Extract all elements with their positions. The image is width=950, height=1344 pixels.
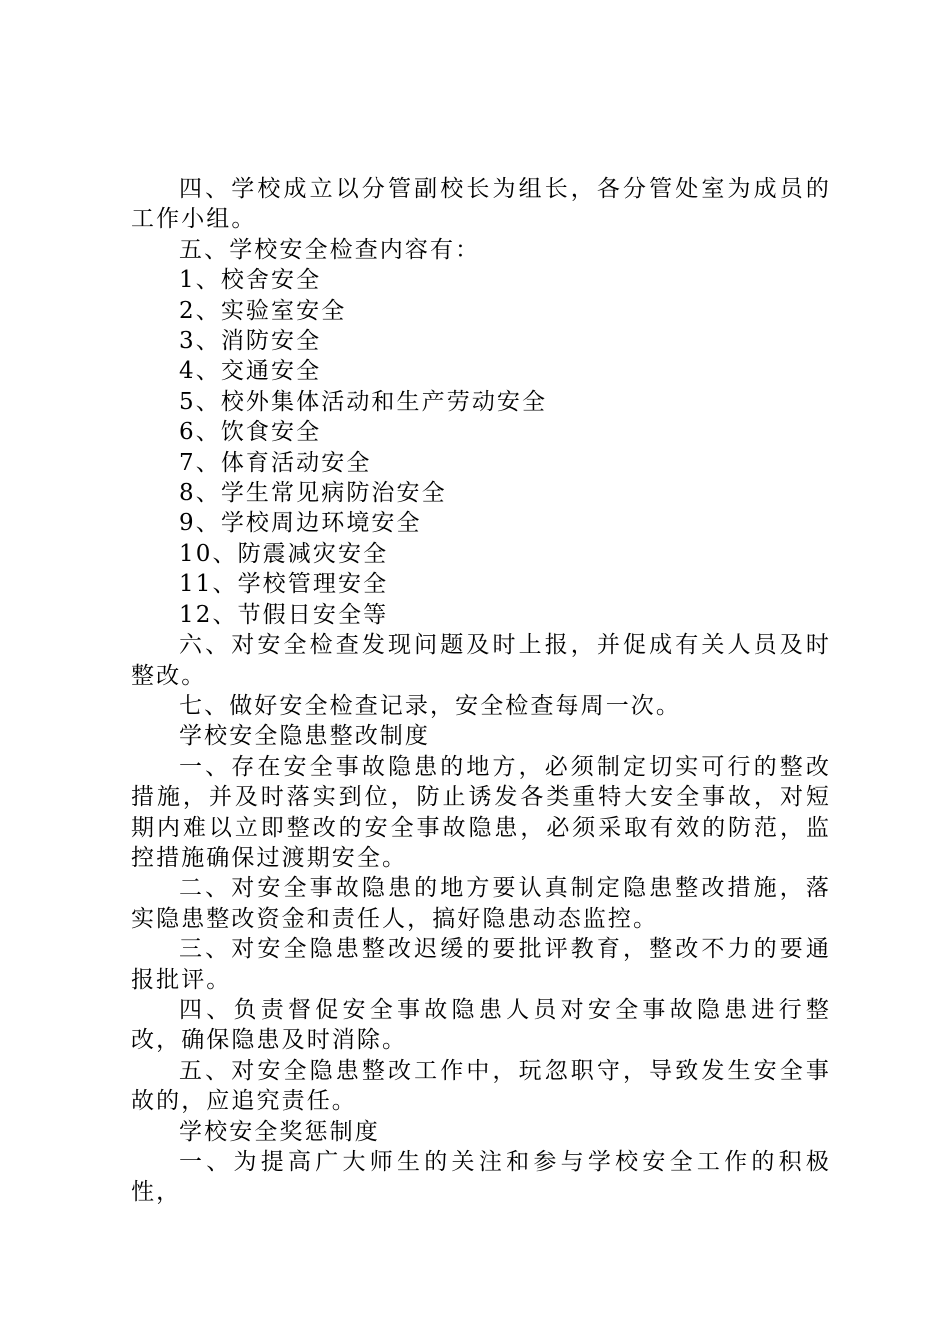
paragraph: 五、对安全隐患整改工作中，玩忽职守，导致发生安全事故的，应追究责任。 [131, 1057, 831, 1115]
list-item: 5、校外集体活动和生产劳动安全 [179, 388, 548, 415]
section-heading: 学校安全奖惩制度 [179, 1118, 380, 1145]
paragraph: 二、对安全事故隐患的地方要认真制定隐患整改措施，落实隐患整改资金和责任人，搞好隐患动态监控。 [131, 875, 831, 932]
paragraph: 四、负责督促安全事故隐患人员对安全事故隐患进行整改，确保隐患及时消除。 [131, 996, 831, 1054]
paragraph: 三、对安全隐患整改迟缓的要批评教育，整改不力的要通报批评。 [131, 936, 831, 993]
list-item: 6、饮食安全 [179, 419, 322, 446]
list-item: 10、防震减灾安全 [179, 540, 389, 567]
paragraph: 一、存在安全事故隐患的地方，必须制定切实可行的整改措施，并及时落实到位，防止诱发各类重特大安全事故，对短期内难以立即整改的安全事故隐患，必须采取有效的防范，监控措施确保过渡期安全。 [131, 753, 831, 871]
list-item: 7、体育活动安全 [179, 449, 372, 476]
paragraph: 一、为提高广大师生的关注和参与学校安全工作的积极性， [131, 1149, 831, 1206]
list-item: 12、节假日安全等 [179, 601, 389, 628]
section-heading: 学校安全隐患整改制度 [179, 723, 430, 750]
list-item: 11、学校管理安全 [179, 571, 389, 598]
document-body [131, 174, 831, 1208]
paragraph: 七、做好安全检查记录，安全检查每周一次。 [179, 692, 681, 719]
paragraph: 六、对安全检查发现问题及时上报，并促成有关人员及时整改。 [131, 632, 831, 689]
paragraph: 四、学校成立以分管副校长为组长，各分管处室为成员的工作小组。 [131, 176, 831, 233]
list-item: 9、学校周边环境安全 [179, 510, 422, 537]
list-item: 3、消防安全 [179, 328, 322, 355]
paragraph: 五、学校安全检查内容有： [179, 236, 481, 263]
list-item: 4、交通安全 [179, 358, 322, 385]
list-item: 2、实验室安全 [179, 297, 347, 324]
list-item: 1、校舍安全 [179, 267, 322, 294]
list-item: 8、学生常见病防治安全 [179, 480, 447, 507]
